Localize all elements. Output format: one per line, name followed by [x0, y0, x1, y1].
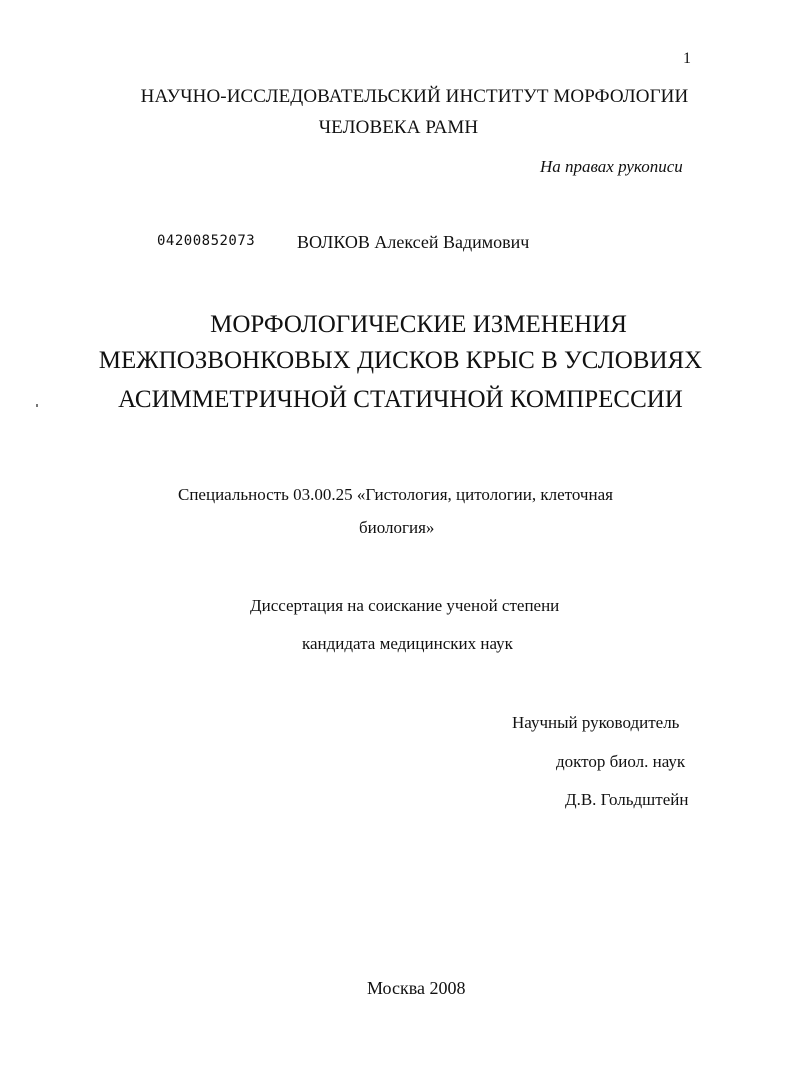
supervisor-role: Научный руководитель — [512, 713, 680, 732]
thesis-title-line-3: АСИММЕТРИЧНОЙ СТАТИЧНОЙ КОМПРЕССИИ — [118, 386, 683, 413]
specialty-line-1: Специальность 03.00.25 «Гистология, цитологии, клеточная — [178, 485, 613, 504]
supervisor-degree: доктор биол. наук — [556, 752, 686, 771]
page-number: 1 — [683, 50, 691, 67]
specialty-line-2: биология» — [359, 518, 435, 537]
city-year: Москва 2008 — [367, 978, 466, 998]
rights-notice: На правах рукописи — [540, 157, 683, 176]
thesis-title-line-1: МОРФОЛОГИЧЕСКИЕ ИЗМЕНЕНИЯ — [210, 311, 627, 338]
supervisor-name: Д.В. Гольдштейн — [565, 790, 689, 809]
dissertation-line-1: Диссертация на соискание ученой степени — [250, 596, 560, 615]
dissertation-line-2: кандидата медицинских наук — [302, 634, 513, 653]
institute-name-line-2: ЧЕЛОВЕКА РАМН — [318, 117, 479, 138]
institute-name-line-1: НАУЧНО-ИССЛЕДОВАТЕЛЬСКИЙ ИНСТИТУТ МОРФОЛОГИИ — [140, 86, 689, 107]
author-name: ВОЛКОВ Алексей Вадимович — [297, 232, 530, 252]
thesis-title-line-2: МЕЖПОЗВОНКОВЫХ ДИСКОВ КРЫС В УСЛОВИЯХ — [98, 347, 703, 374]
catalog-number-stamp: 04200852073 — [157, 233, 256, 249]
